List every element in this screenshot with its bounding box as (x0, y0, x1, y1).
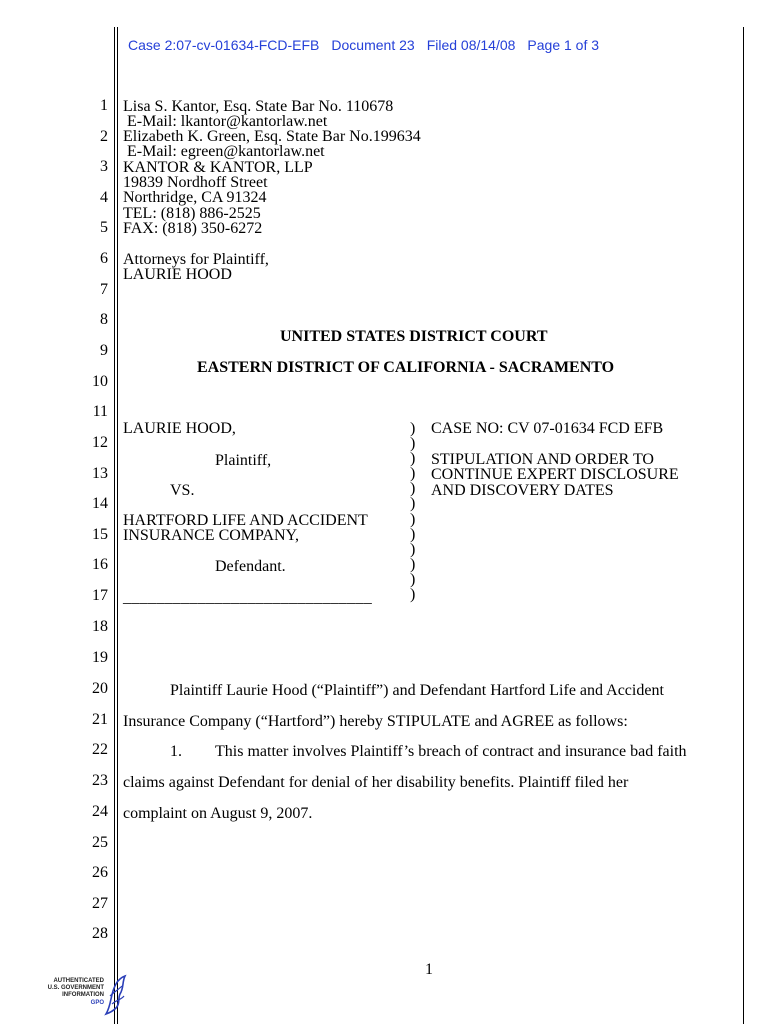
caption-plaintiff: LAURIE HOOD, (123, 420, 236, 437)
line-number: 20 (92, 680, 108, 697)
line-number: 2 (100, 128, 108, 145)
body-paragraph-line: Insurance Company (“Hartford”) hereby STIPULATE and AGREE as follows: (123, 713, 628, 730)
caption-vs: VS. (170, 482, 195, 499)
line-number: 8 (100, 311, 108, 328)
caption-underline: ______________________________ (123, 589, 372, 606)
seal-text: INFORMATION (62, 992, 104, 998)
attorney-line: Elizabeth K. Green, Esq. State Bar No.199634 (123, 128, 421, 145)
line-number: 27 (92, 895, 108, 912)
line-number: 9 (100, 342, 108, 359)
court-name: UNITED STATES DISTRICT COURT (280, 328, 548, 345)
caption-defendant-line2: INSURANCE COMPANY, (123, 527, 300, 544)
document-title-line: AND DISCOVERY DATES (431, 482, 614, 499)
attorney-line: TEL: (818) 886-2525 (123, 205, 261, 222)
seal-text: AUTHENTICATED (53, 978, 104, 984)
attorney-line: 19839 Nordhoff Street (123, 174, 268, 191)
header-filed: Filed 08/14/08 (426, 37, 516, 53)
line-number: 4 (100, 189, 108, 206)
header-case: Case 2:07-cv-01634-FCD-EFB (128, 37, 320, 53)
line-number: 24 (92, 803, 108, 820)
page-number: 1 (425, 961, 433, 978)
attorney-line: E-Mail: egreen@kantorlaw.net (123, 143, 325, 160)
body-paragraph-line: This matter involves Plaintiff’s breach of contract and insurance bad faith (215, 743, 687, 760)
line-number: 11 (92, 403, 108, 420)
line-number: 16 (92, 556, 108, 573)
line-number: 10 (92, 373, 108, 390)
seal-text: U.S. GOVERNMENT (47, 985, 104, 991)
line-number: 12 (92, 434, 108, 451)
caption-defendant-line1: HARTFORD LIFE AND ACCIDENT (123, 512, 368, 529)
seal-gpo: GPO (90, 1000, 104, 1006)
line-number: 17 (92, 587, 108, 604)
case-number: CASE NO: CV 07-01634 FCD EFB (431, 420, 664, 437)
line-number: 28 (92, 925, 108, 942)
body-paragraph-line: complaint on August 9, 2007. (123, 805, 313, 822)
attorney-line: Northridge, CA 91324 (123, 189, 267, 206)
margin-rule-left-outer (114, 27, 115, 1024)
body-paragraph-line: claims against Defendant for denial of her disability benefits. Plaintiff filed her (123, 774, 629, 791)
eagle-icon (102, 974, 128, 1016)
line-number: 13 (92, 465, 108, 482)
attorney-line: Lisa S. Kantor, Esq. State Bar No. 110678 (123, 98, 394, 115)
line-number: 14 (92, 495, 108, 512)
attorney-line: KANTOR & KANTOR, LLP (123, 159, 313, 176)
body-paragraph-line: Plaintiff Laurie Hood (“Plaintiff”) and Defendant Hartford Life and Accident (170, 682, 664, 699)
line-number: 25 (92, 834, 108, 851)
line-number: 15 (92, 526, 108, 543)
attorneys-for-line: Attorneys for Plaintiff, (123, 251, 269, 268)
line-number: 18 (92, 618, 108, 635)
filing-header (128, 37, 611, 53)
attorneys-for-client: LAURIE HOOD (123, 266, 232, 283)
document-title-line: CONTINUE EXPERT DISCLOSURE (431, 466, 679, 483)
margin-rule-left-inner (117, 27, 118, 1024)
line-number: 1 (100, 97, 108, 114)
attorney-line: FAX: (818) 350-6272 (123, 220, 263, 237)
attorney-line: E-Mail: lkantor@kantorlaw.net (123, 113, 328, 130)
line-number: 7 (100, 281, 108, 298)
document-title-line: STIPULATION AND ORDER TO (431, 451, 654, 468)
line-number: 3 (100, 158, 108, 175)
line-number: 23 (92, 772, 108, 789)
caption-defendant-role: Defendant. (215, 558, 286, 575)
line-number: 22 (92, 741, 108, 758)
court-district: EASTERN DISTRICT OF CALIFORNIA - SACRAMENTO (197, 359, 615, 376)
header-document: Document 23 (331, 37, 415, 53)
gpo-authentication-seal (46, 976, 126, 1016)
line-number: 26 (92, 864, 108, 881)
line-number: 21 (92, 711, 108, 728)
caption-plaintiff-role: Plaintiff, (215, 452, 272, 469)
line-number: 6 (100, 250, 108, 267)
item-number: 1. (170, 743, 182, 760)
line-number: 5 (100, 219, 108, 236)
header-page: Page 1 of 3 (527, 37, 600, 53)
line-number: 19 (92, 649, 108, 666)
margin-rule-right (743, 27, 744, 1024)
caption-parentheses: ) ) ) ) ) ) ) ) ) ) ) ) (410, 420, 416, 604)
